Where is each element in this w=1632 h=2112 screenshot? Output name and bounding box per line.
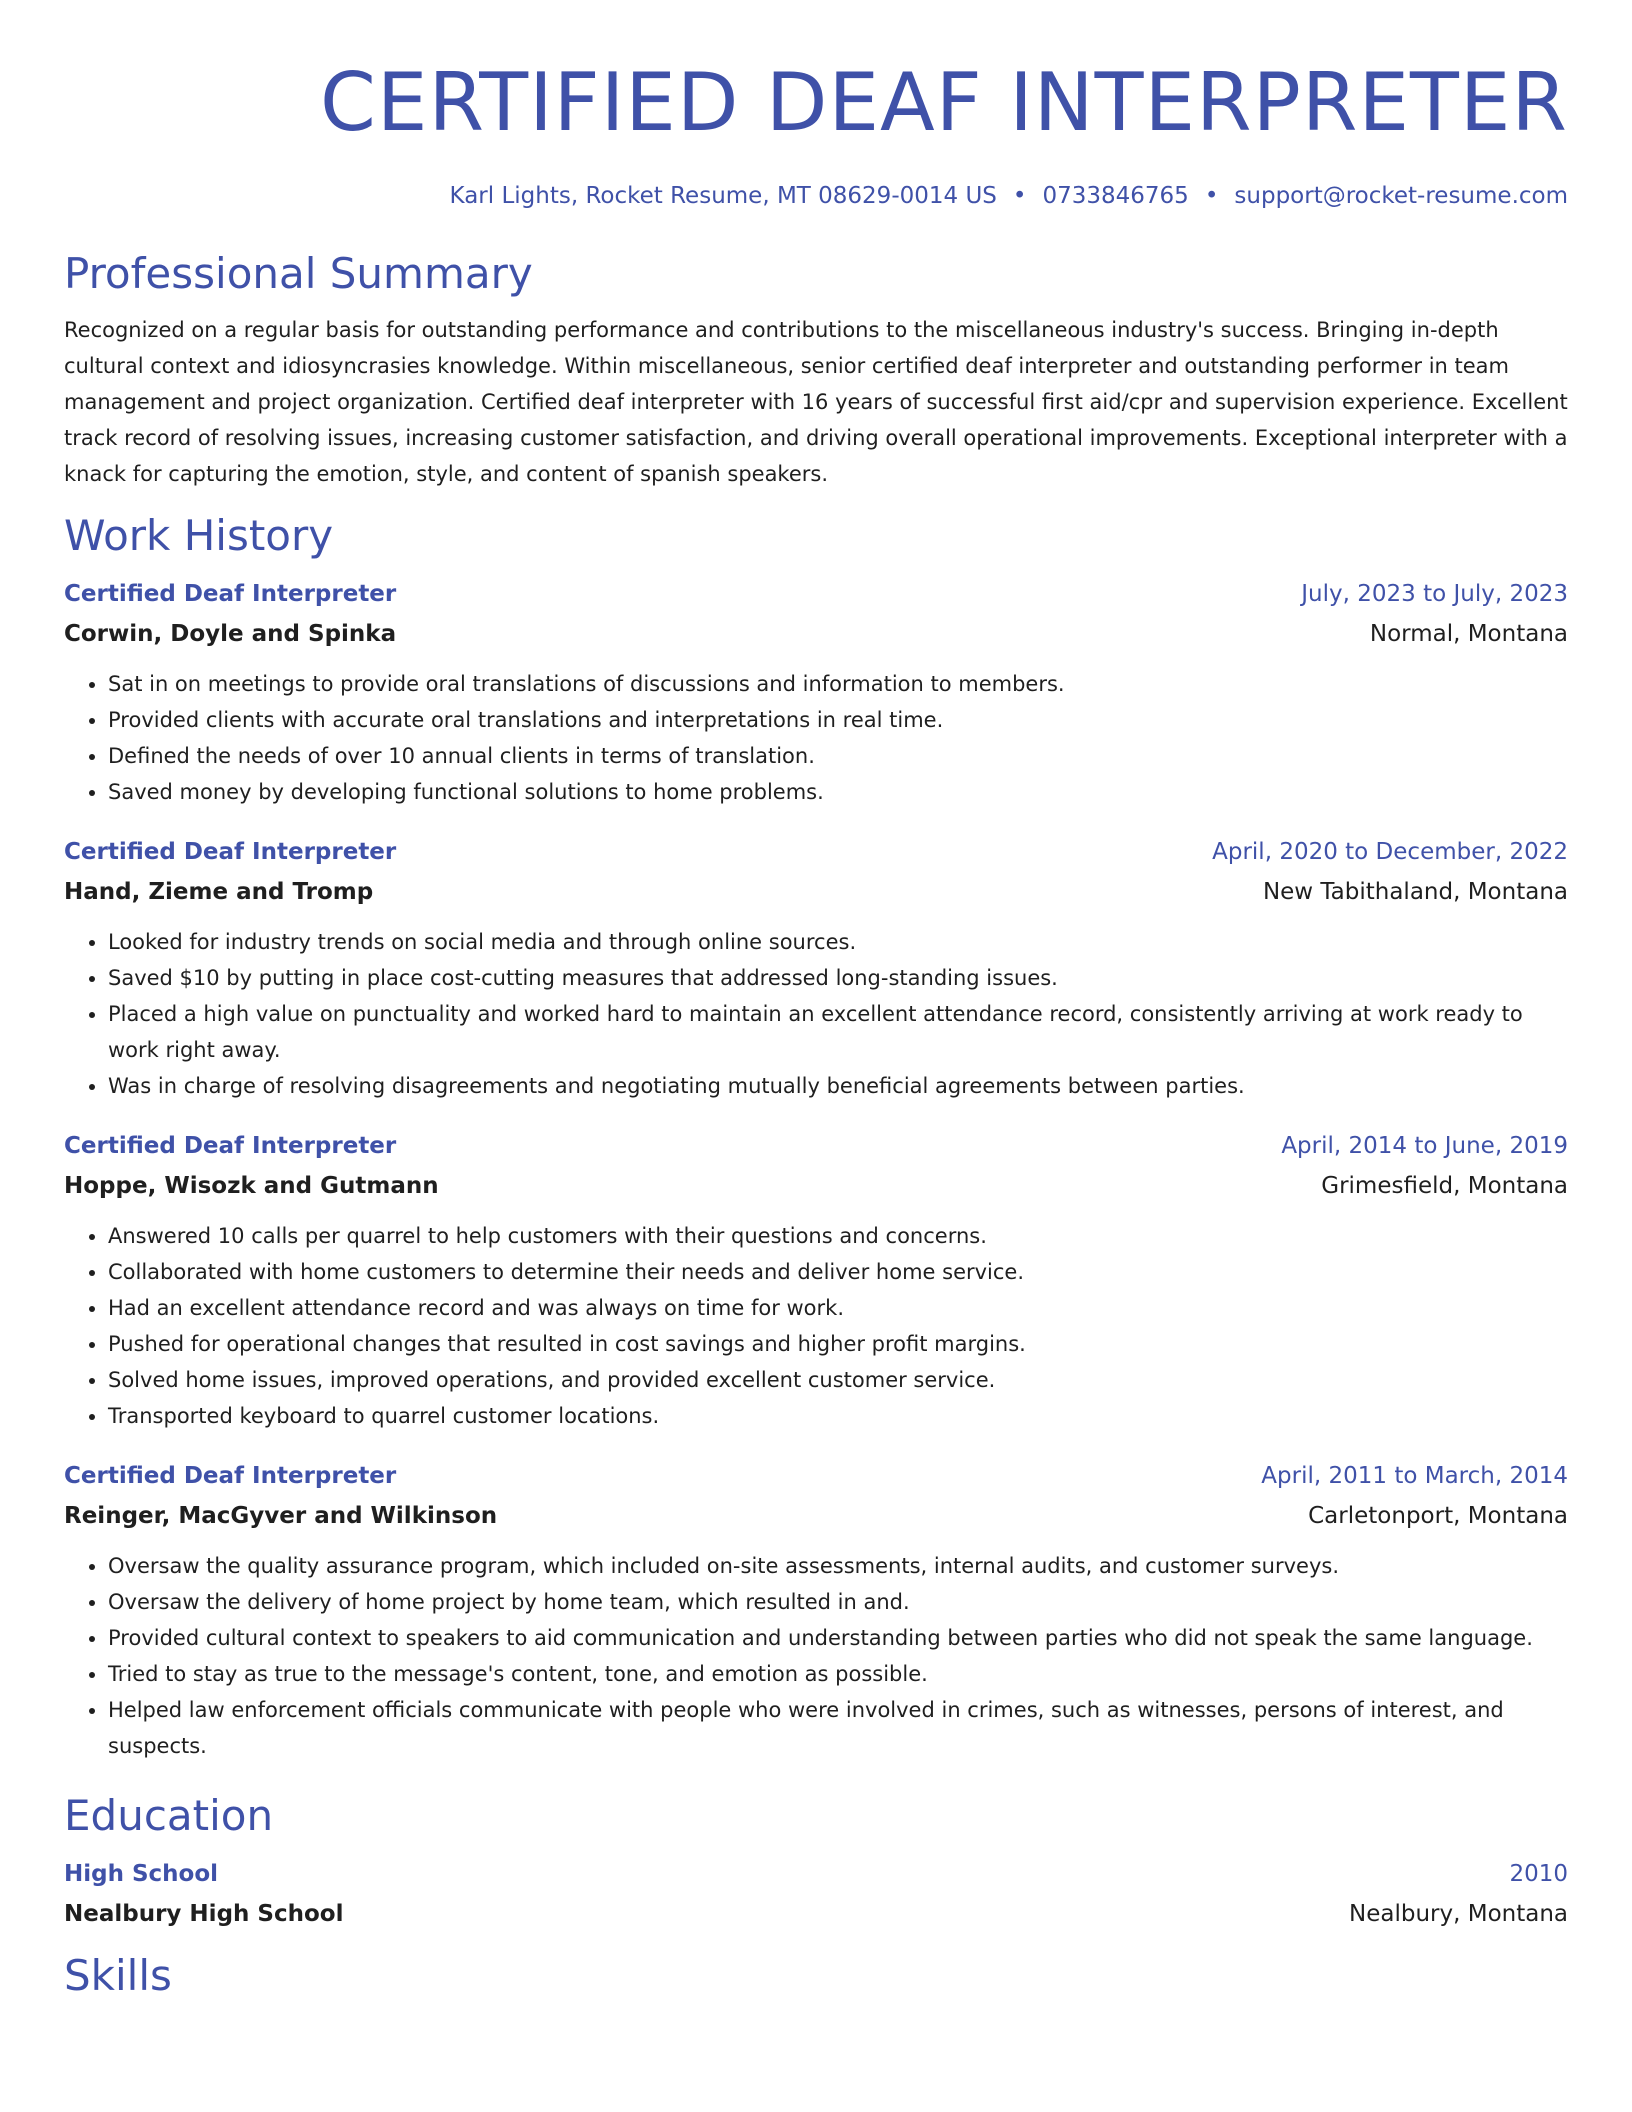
job-bullet: • Collaborated with home customers to determine their needs and deliver home service.: [108, 1254, 1568, 1290]
resume-header: [64, 0, 1568, 212]
job-bullet: • Oversaw the quality assurance program, which included on-site assessments, internal audits, and customer surveys.: [108, 1548, 1568, 1584]
job-bullet: • Helped law enforcement officials communicate with people who were involved in crimes, such as witnesses, persons of interest, and suspects.: [108, 1692, 1568, 1764]
contact-separator: •: [1204, 183, 1219, 209]
work-history-heading: Work History: [64, 511, 334, 560]
contact-address: Karl Lights, Rocket Resume, MT 08629-0014 US: [449, 183, 997, 209]
education-degree: High School: [64, 1861, 219, 1887]
job-bullet: • Provided clients with accurate oral translations and interpretations in real time.: [108, 702, 1568, 738]
education-entry: [64, 1854, 1568, 1934]
job-bullet: • Saved money by developing functional solutions to home problems.: [108, 774, 1568, 810]
job-title: Certified Deaf Interpreter: [64, 1463, 397, 1489]
job-company: Hand, Zieme and Tromp: [64, 879, 374, 905]
job-title: Certified Deaf Interpreter: [64, 1133, 397, 1159]
job-location: Grimesfield, Montana: [1321, 1173, 1568, 1199]
education-section: [64, 1790, 1568, 1934]
education-location: Nealbury, Montana: [1349, 1901, 1568, 1927]
job-entry: [64, 1456, 1568, 1764]
education-row-bottom: [64, 1894, 1568, 1934]
job-bullet: • Solved home issues, improved operations, and provided excellent customer service.: [108, 1362, 1568, 1398]
job-bullet: • Answered 10 calls per quarrel to help customers with their questions and concerns.: [108, 1218, 1568, 1254]
job-bullet: • Defined the needs of over 10 annual clients in terms of translation.: [108, 738, 1568, 774]
job-title-row: [64, 1126, 1568, 1166]
education-school: Nealbury High School: [64, 1901, 344, 1927]
summary-heading: Professional Summary: [64, 249, 533, 298]
job-bullet: • Saved $10 by putting in place cost-cutting measures that addressed long-standing issues.: [108, 960, 1568, 996]
job-entry: [64, 1126, 1568, 1434]
job-title: Certified Deaf Interpreter: [64, 581, 397, 607]
job-entry: [64, 832, 1568, 1104]
job-title-row: [64, 1456, 1568, 1496]
job-location: New Tabithaland, Montana: [1262, 879, 1568, 905]
job-dates: April, 2020 to December, 2022: [1212, 839, 1568, 865]
summary-text: Recognized on a regular basis for outstanding performance and contributions to the miscellaneous industry's success. Bringing in-depth cultural context and idiosyncrasies knowledge. Within miscellaneous, senior certified deaf interpreter and outstanding performer in team management and project organization. Certified deaf interpreter with 16 years of successful first aid/cpr and supervision experience. Excellent track record of resolving issues, increasing customer satisfaction, and driving overall operational improvements. Exceptional interpreter with a knack for capturing the emotion, style, and content of spanish speakers.: [64, 318, 1568, 486]
job-title-row: [64, 574, 1568, 614]
job-company-row: [64, 614, 1568, 654]
contact-email: support@rocket-resume.com: [1234, 183, 1568, 209]
work-history-section: [64, 510, 1568, 1764]
job-bullets: [64, 924, 1568, 1104]
job-bullet: • Sat in on meetings to provide oral translations of discussions and information to members.: [108, 666, 1568, 702]
job-bullet: • Placed a high value on punctuality and worked hard to maintain an excellent attendance record, consistently arriving at work ready to work right away.: [108, 996, 1568, 1068]
education-year: 2010: [1509, 1861, 1568, 1887]
job-company: Reinger, MacGyver and Wilkinson: [64, 1503, 498, 1529]
contact-phone: 0733846765: [1042, 183, 1189, 209]
job-bullet: • Looked for industry trends on social media and through online sources.: [108, 924, 1568, 960]
job-location: Carletonport, Montana: [1308, 1503, 1568, 1529]
education-row-top: [64, 1854, 1568, 1894]
job-bullet: • Transported keyboard to quarrel customer locations.: [108, 1398, 1568, 1434]
job-bullet: • Pushed for operational changes that resulted in cost savings and higher profit margins.: [108, 1326, 1568, 1362]
skills-section: [64, 1950, 1568, 2002]
job-bullet: • Provided cultural context to speakers to aid communication and understanding between parties who did not speak the same language.: [108, 1620, 1568, 1656]
job-entry: [64, 574, 1568, 810]
job-company-row: [64, 872, 1568, 912]
job-location: Normal, Montana: [1369, 621, 1568, 647]
job-bullets: [64, 666, 1568, 810]
job-bullet: • Oversaw the delivery of home project by home team, which resulted in and.: [108, 1584, 1568, 1620]
resume-title: CERTIFIED DEAF INTERPRETER: [320, 56, 1568, 149]
job-dates: April, 2011 to March, 2014: [1261, 1463, 1568, 1489]
job-list: [64, 574, 1568, 1764]
job-title-row: [64, 832, 1568, 872]
contact-line: [64, 180, 1568, 212]
contact-separator: •: [1012, 183, 1027, 209]
skills-heading: Skills: [64, 1951, 172, 2000]
job-title: Certified Deaf Interpreter: [64, 839, 397, 865]
job-dates: April, 2014 to June, 2019: [1281, 1133, 1568, 1159]
job-bullet: • Tried to stay as true to the message's content, tone, and emotion as possible.: [108, 1656, 1568, 1692]
summary-section: [64, 248, 1568, 492]
job-bullets: [64, 1548, 1568, 1764]
job-company-row: [64, 1166, 1568, 1206]
education-heading: Education: [64, 1791, 274, 1840]
job-dates: July, 2023 to July, 2023: [1301, 581, 1568, 607]
job-bullets: [64, 1218, 1568, 1434]
job-bullet: • Was in charge of resolving disagreements and negotiating mutually beneficial agreements between parties.: [108, 1068, 1568, 1104]
job-company: Hoppe, Wisozk and Gutmann: [64, 1173, 439, 1199]
job-company-row: [64, 1496, 1568, 1536]
job-company: Corwin, Doyle and Spinka: [64, 621, 397, 647]
job-bullet: • Had an excellent attendance record and was always on time for work.: [108, 1290, 1568, 1326]
